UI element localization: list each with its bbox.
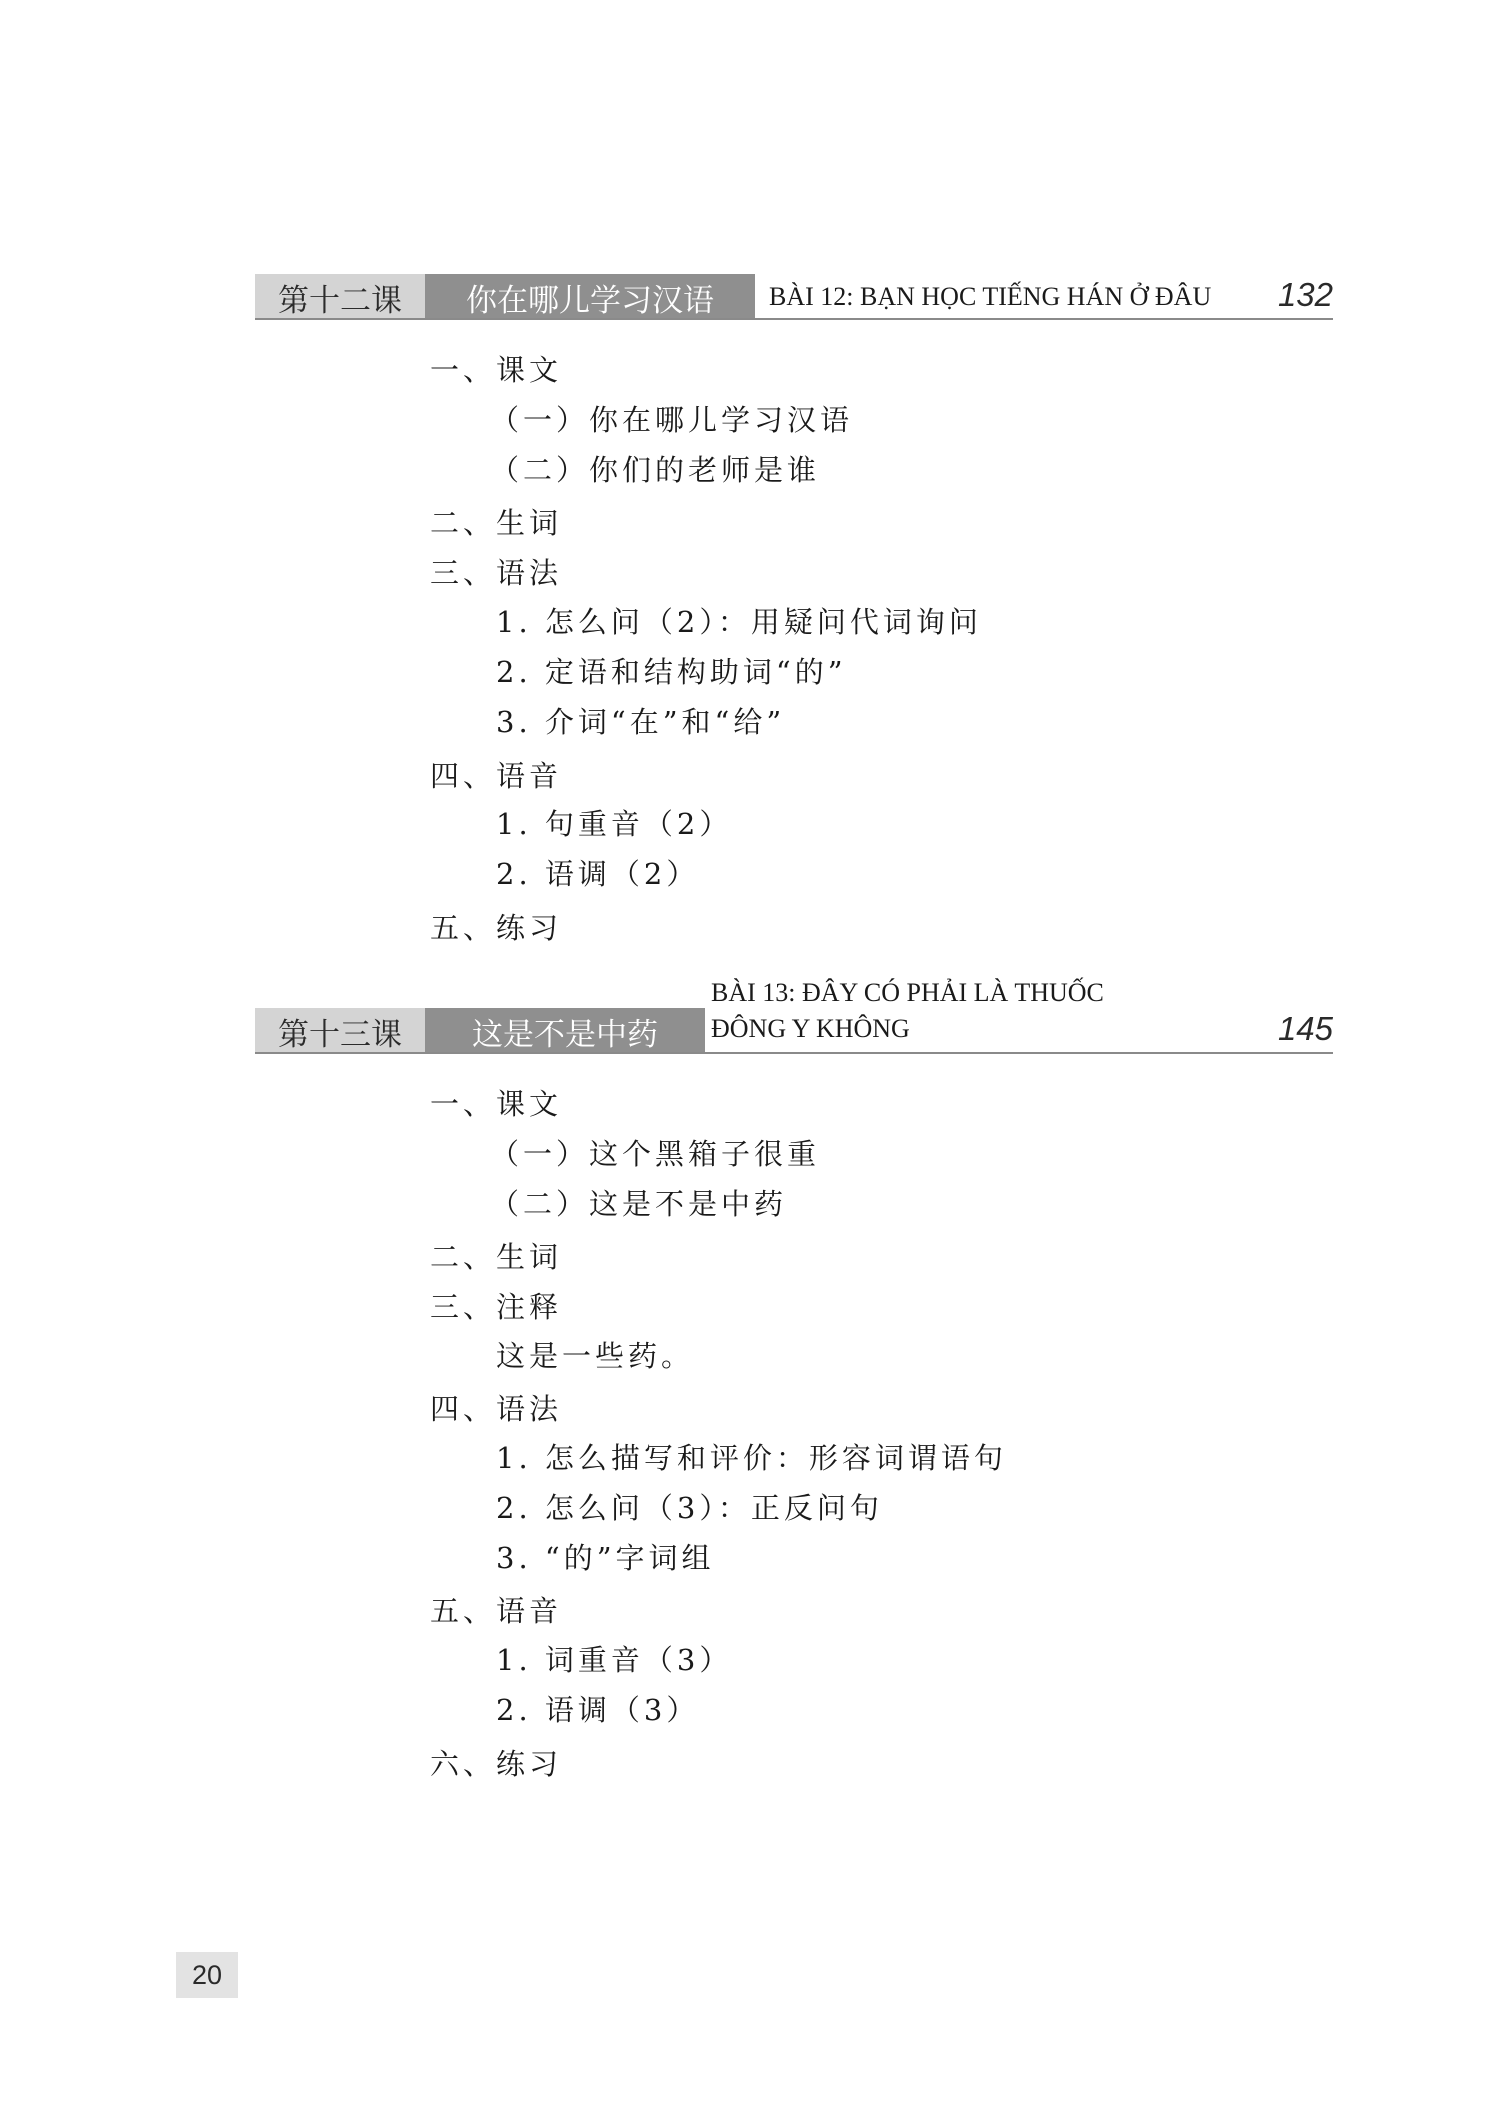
- lesson-13-title-vn-line2: ĐÔNG Y KHÔNG: [711, 1014, 910, 1043]
- footer-page-number: 20: [176, 1952, 238, 1998]
- l12-text-1: （一）你在哪儿学习汉语: [490, 403, 854, 437]
- l13-section-vocab: 二、生词: [430, 1240, 563, 1274]
- l13-text-1: （一）这个黑箱子很重: [490, 1137, 821, 1171]
- l13-section-text: 一、课文: [430, 1087, 563, 1121]
- l13-grammar-1: 1. 怎么描写和评价：形容词谓语句: [496, 1441, 1007, 1475]
- lesson-13-title-cn: 这是不是中药: [425, 1008, 705, 1054]
- l12-grammar-2: 2. 定语和结构助词“的”: [496, 655, 847, 689]
- l13-grammar-2: 2. 怎么问（3）：正反问句: [496, 1491, 883, 1525]
- l13-section-grammar: 四、语法: [430, 1392, 563, 1426]
- lesson-12-number: 第十二课: [255, 274, 425, 320]
- l13-section-phonetics: 五、语音: [430, 1594, 563, 1628]
- l12-section-exercise: 五、练习: [430, 911, 563, 945]
- l12-section-grammar: 三、语法: [430, 556, 563, 590]
- lesson-12-header: [255, 274, 1333, 320]
- lesson-12-rule: [255, 318, 1333, 320]
- l13-phonetics-2: 2. 语调（3）: [496, 1693, 700, 1727]
- l13-grammar-3: 3. “的”字词组: [496, 1541, 715, 1575]
- l12-section-text: 一、课文: [430, 353, 563, 387]
- l12-section-vocab: 二、生词: [430, 506, 563, 540]
- l12-grammar-1: 1. 怎么问（2）：用疑问代词询问: [496, 605, 982, 639]
- lesson-12-page: 132: [1277, 276, 1333, 313]
- lesson-13-number: 第十三课: [255, 1008, 425, 1054]
- lesson-12-title-vn: BÀI 12: BẠN HỌC TIẾNG HÁN Ở ĐÂU: [769, 282, 1212, 311]
- l13-section-exercise: 六、练习: [430, 1747, 563, 1781]
- l12-section-phonetics: 四、语音: [430, 759, 563, 793]
- l12-phonetics-2: 2. 语调（2）: [496, 857, 700, 891]
- l13-phonetics-1: 1. 词重音（3）: [496, 1643, 733, 1677]
- lesson-13-title-vn-line1: BÀI 13: ĐÂY CÓ PHẢI LÀ THUỐC: [711, 978, 1104, 1007]
- l12-text-2: （二）你们的老师是谁: [490, 453, 821, 487]
- l13-notes-1: 这是一些药。: [496, 1339, 695, 1373]
- l13-text-2: （二）这是不是中药: [490, 1187, 788, 1221]
- l13-section-notes: 三、注释: [430, 1290, 563, 1324]
- l12-grammar-3: 3. 介词“在”和“给”: [496, 705, 786, 739]
- lesson-13-header: [255, 978, 1333, 1054]
- lesson-13-rule: [255, 1052, 1333, 1054]
- lesson-13-page: 145: [1277, 1010, 1333, 1047]
- lesson-12-title-cn: 你在哪儿学习汉语: [425, 274, 755, 320]
- l12-phonetics-1: 1. 句重音（2）: [496, 807, 733, 841]
